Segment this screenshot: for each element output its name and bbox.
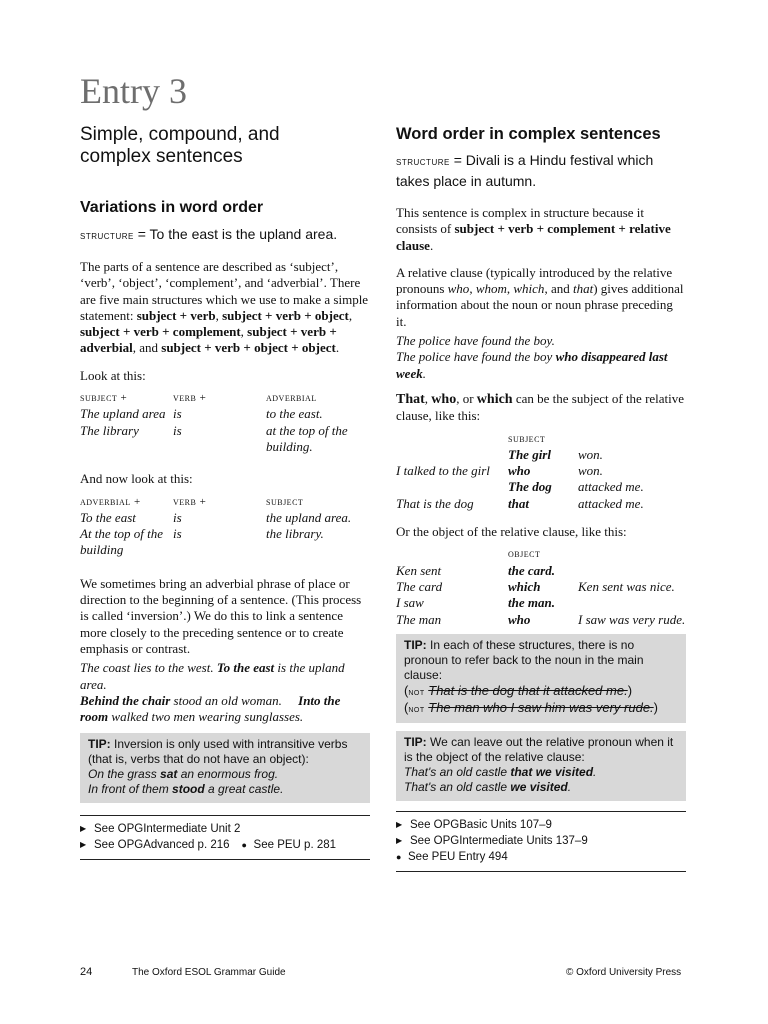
inversion-example-2: Behind the chair stood an old woman. Into the room walked two men wearing sunglasses. bbox=[80, 692, 341, 725]
arrow-icon: ▶ bbox=[80, 840, 87, 850]
arrow-icon: ▶ bbox=[396, 819, 403, 829]
reference-link[interactable]: See OPGAdvanced p. 216 bbox=[94, 839, 230, 852]
example-table-svo: subject + verb + adverbial The upland area is to the east. The library is at the top of the building. bbox=[80, 390, 370, 455]
table-row: The library is at the top of the building. bbox=[80, 422, 348, 454]
and-now-label: And now look at this: bbox=[80, 471, 193, 487]
reference-link[interactable]: See PEU p. 281 bbox=[253, 839, 337, 852]
structure-label: structure bbox=[80, 228, 134, 242]
subsection-title-complex: Word order in complex sentences bbox=[396, 125, 661, 143]
table-row: The girl won. bbox=[508, 446, 603, 462]
table-row: At the top of the building is the library. bbox=[80, 526, 324, 558]
bullet-icon: ● bbox=[396, 851, 402, 862]
reference-link[interactable]: See OPGBasic Units 107–9 bbox=[410, 818, 552, 831]
paragraph-parts-of-sentence: The parts of a sentence are described as ‘subject’, ‘verb’, ‘object’, ‘complement’, and ‘adverbial’. There are five main structures which we use to make a simple statement: subject + verb, subject + verb + object, subject + verb + complement, subject + verb + adverbial, and subject + verb + object + object. bbox=[80, 259, 369, 356]
example-table-subject: subject The girl won. I talked to the girl who won. The dog attacked me. That is the dog that attacked me. bbox=[396, 431, 686, 512]
example-table-object: object Ken sent the card. The card which Ken sent was nice. I saw the man. The man who I saw was very rude. bbox=[396, 548, 686, 627]
relative-example-1: The police have found the boy. bbox=[396, 333, 555, 349]
tip-box-inversion: TIP: Inversion is only used with intransitive verbs (that is, verbs that do not have an object): On the grass sat an enormous frog. In front of them stood a great castle. bbox=[80, 733, 370, 803]
paragraph-subject-relative: That, who, or which can be the subject of the relative clause, like this: bbox=[396, 390, 685, 424]
section-title: Simple, compound, and complex sentences bbox=[80, 124, 280, 167]
page-number: 24 bbox=[80, 966, 93, 978]
structure-label: structure bbox=[396, 154, 450, 168]
paragraph-complex: This sentence is complex in structure because it consists of subject + verb + complement + relative clause. bbox=[396, 205, 671, 253]
table-row: The upland area is to the east. bbox=[80, 406, 323, 422]
tip-box-omit-pronoun: TIP: We can leave out the relative pronoun when it is the object of the relative clause: That's an old castle that we visited. That's an old castle we visited. bbox=[396, 731, 686, 801]
table-row: The dog attacked me. bbox=[508, 479, 644, 495]
reference-link[interactable]: See PEU Entry 494 bbox=[408, 850, 508, 863]
reference-link[interactable]: See OPGIntermediate Units 137–9 bbox=[410, 834, 588, 847]
structure-text: = To the east is the upland area. bbox=[133, 226, 338, 242]
tip-label: TIP: bbox=[404, 734, 427, 749]
look-at-this-label: Look at this: bbox=[80, 367, 146, 383]
right-column bbox=[396, 124, 686, 872]
paragraph-object-relative: Or the object of the relative clause, like this: bbox=[396, 524, 627, 540]
example-table-inversion: adverbial + verb + subject To the east is the upland area. At the top of the building is the library. bbox=[80, 494, 370, 559]
tip-box-no-pronoun: TIP: In each of these structures, there is no pronoun to refer back to the noun in the main clause: (not That is the dog that it attacked me.) (not The man who I saw him was very rude.) bbox=[396, 634, 686, 723]
paragraph-inversion: We sometimes bring an adverbial phrase of place or direction to the beginning of a sentence. (This process is called ‘inversion’.) We do this to link a sentence more closely to the preceding sentence or to create emphasis or contrast. bbox=[80, 575, 362, 656]
table-row: To the east is the upland area. bbox=[80, 509, 352, 525]
table-row: The man who I saw was very rude. bbox=[396, 611, 686, 627]
structure-example bbox=[80, 224, 370, 245]
tip-label: TIP: bbox=[88, 737, 111, 752]
tip-label: TIP: bbox=[404, 637, 427, 652]
entry-title: Entry 3 bbox=[80, 71, 187, 111]
bullet-icon: ● bbox=[241, 840, 247, 851]
table-row: The card which Ken sent was nice. bbox=[396, 578, 675, 594]
copyright-icon: © bbox=[566, 967, 574, 978]
references-right bbox=[396, 811, 686, 872]
book-title: The Oxford ESOL Grammar Guide bbox=[132, 967, 286, 978]
subsection-title-variations: Variations in word order bbox=[80, 199, 264, 216]
paragraph-relative-clause: A relative clause (typically introduced by the relative pronouns who, whom, which, and that) gives additional information about the noun or noun phrase preceding it. bbox=[396, 264, 684, 329]
table-row: Ken sent the card. bbox=[396, 562, 555, 578]
reference-link[interactable]: See OPGIntermediate Unit 2 bbox=[94, 823, 241, 836]
structure-text: = Divali is a Hindu festival which takes place in autumn. bbox=[396, 152, 654, 189]
table-row: I talked to the girl who won. bbox=[396, 463, 603, 479]
copyright: © Oxford University Press bbox=[566, 967, 682, 978]
table-row: I saw the man. bbox=[396, 595, 555, 611]
left-column bbox=[80, 124, 370, 860]
arrow-icon: ▶ bbox=[80, 824, 87, 834]
structure-example bbox=[396, 150, 686, 191]
relative-example-2: The police have found the boy who disappeared last week. bbox=[396, 349, 668, 381]
inversion-example-1: The coast lies to the west. To the east is the upland area. bbox=[80, 660, 345, 692]
table-row: That is the dog that attacked me. bbox=[396, 495, 644, 511]
references-left bbox=[80, 815, 370, 860]
arrow-icon: ▶ bbox=[396, 835, 403, 845]
